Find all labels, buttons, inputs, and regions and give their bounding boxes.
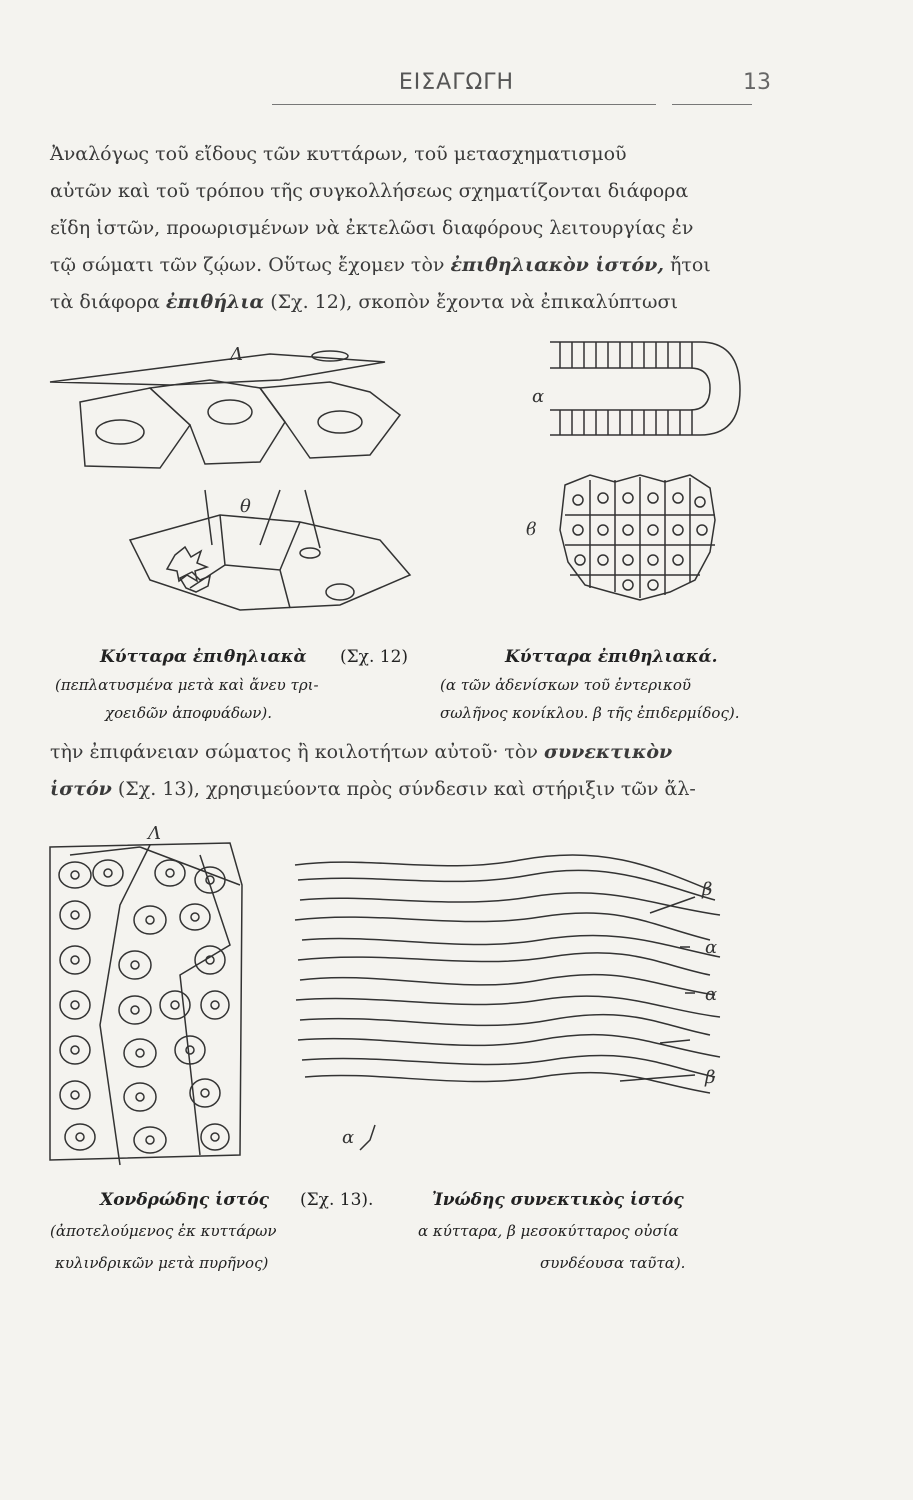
label-lambda: Λ: [230, 344, 243, 365]
fig13-left-caption-line: (ἀποτελούμενος ἐκ κυττάρων: [50, 1222, 277, 1240]
figure-12-squamous-cells-illustration: [40, 340, 440, 640]
text-line: [50, 284, 772, 321]
intestinal-gland-outline: [550, 342, 740, 435]
text-line: εἴδη ἱστῶν, προωρισμένων νὰ ἐκτελῶσι διαφόρους λειτουργίας ἐν: [50, 217, 694, 239]
paragraph-intro: [50, 136, 772, 321]
label-b: ϐ: [526, 519, 537, 540]
cell-nucleus: [96, 420, 144, 444]
fig12-left-caption-line: χοειδῶν ἀποφυάδων).: [105, 704, 272, 722]
label-theta: θ: [240, 496, 251, 517]
fig13-figure-ref: (Σχ. 13).: [300, 1190, 374, 1210]
term-tissue: ἱστόν: [50, 778, 112, 800]
flat-cell-outline: [50, 354, 385, 385]
label-a-middle: α: [705, 984, 718, 1005]
polygon-cell: [260, 382, 400, 458]
cell-nucleus: [208, 400, 252, 424]
figure-13-fibrous-tissue-illustration: [290, 845, 740, 1165]
fig12-left-caption-title: Κύτταρα ἐπιθηλιακὰ: [100, 647, 307, 667]
text-line: [50, 771, 772, 808]
text-run: τῷ σώματι τῶν ζῴων. Οὕτως ἔχομεν τὸν: [50, 254, 451, 276]
cell-nucleus: [318, 411, 362, 433]
label-b-top: β: [702, 879, 713, 900]
fig13-left-caption-title: Χονδρώδης ἱστός: [100, 1190, 270, 1210]
fig12-right-caption-title: Κύτταρα ἐπιθηλιακά.: [505, 647, 718, 667]
stellate-cell: [167, 547, 207, 581]
label-lambda-2: Λ: [148, 825, 161, 844]
text-run: ἤτοι: [663, 254, 711, 276]
term-epithelial-tissue: ἐπιθηλιακὸν ἱστόν,: [450, 254, 664, 276]
header-rule: [272, 104, 656, 105]
text-line: Ἀναλόγως τοῦ εἴδους τῶν κυττάρων, τοῦ μετασχηματισμοῦ: [50, 143, 627, 165]
fig13-right-caption-title: Ἰνώδης συνεκτικὸς ἱστός: [432, 1190, 684, 1210]
fig12-right-caption-line: (α τῶν ἀδενίσκων τοῦ ἐντερικοῦ: [440, 676, 691, 694]
columnar-cells-bottom: [560, 410, 692, 435]
text-line: [50, 247, 772, 284]
connective-fibers: [295, 855, 720, 1093]
text-line: [50, 734, 772, 771]
running-header-title: ΕΙΣΑΓΩΓΗ: [398, 70, 515, 95]
cell-nucleus: [300, 548, 320, 558]
label-a-upper: α: [705, 937, 718, 958]
label-a-lower: α: [342, 1127, 355, 1148]
figure-13-cartilage-illustration: [30, 825, 260, 1175]
epidermis-cell-grid: [560, 475, 715, 600]
text-line: αὐτῶν καὶ τοῦ τρόπου τῆς συγκολλήσεως σχηματίζονται διάφορα: [50, 180, 689, 202]
fig13-right-caption-line: συνδέουσα ταῦτα).: [540, 1254, 686, 1272]
stellate-cell: [180, 572, 210, 592]
page-number: 13: [743, 70, 771, 95]
cell-sheet-outline: [130, 515, 410, 610]
gland-lumen: [550, 368, 710, 410]
label-b-bottom: β: [705, 1067, 716, 1088]
isolated-cell: [360, 1125, 375, 1150]
chondrocyte-cells: [59, 860, 229, 1153]
paragraph-connective: [50, 734, 772, 808]
fig13-left-caption-line: κυλινδρικῶν μετὰ πυρῆνος): [55, 1254, 269, 1272]
text-run: τὰ διάφορα: [50, 291, 166, 313]
columnar-cells-top: [560, 342, 692, 368]
term-epithelia: ἐπιθήλια: [165, 291, 265, 313]
text-run: (Σχ. 12), σκοπὸν ἔχοντα νὰ ἐπικαλύπτωσι: [264, 291, 678, 313]
cell-nucleus: [326, 584, 354, 600]
fig13-right-caption-line: α κύτταρα, β μεσοκύτταρος οὐσία: [418, 1222, 679, 1240]
text-run: τὴν ἐπιφάνειαν σώματος ἢ κοιλοτήτων αὐτοῦ· τὸν: [50, 741, 544, 763]
figure-12-gland-and-epidermis-illustration: [510, 330, 750, 620]
cell-nucleus: [312, 351, 348, 361]
header-rule-short: [672, 104, 752, 105]
label-a: α: [532, 386, 545, 407]
fig12-figure-ref: (Σχ. 12): [340, 647, 409, 667]
text-run: (Σχ. 13), χρησιμεύοντα πρὸς σύνδεσιν καὶ στήριξιν τῶν ἄλ-: [111, 778, 696, 800]
fig12-left-caption-line: (πεπλατυσμένα μετὰ καὶ ἄνευ τρι-: [55, 676, 319, 694]
cell-borders: [190, 515, 300, 608]
term-connective: συνεκτικὸν: [543, 741, 673, 763]
fig12-right-caption-line: σωλῆνος κονίκλου. β τῆς ἐπιδερμίδος).: [440, 704, 740, 722]
